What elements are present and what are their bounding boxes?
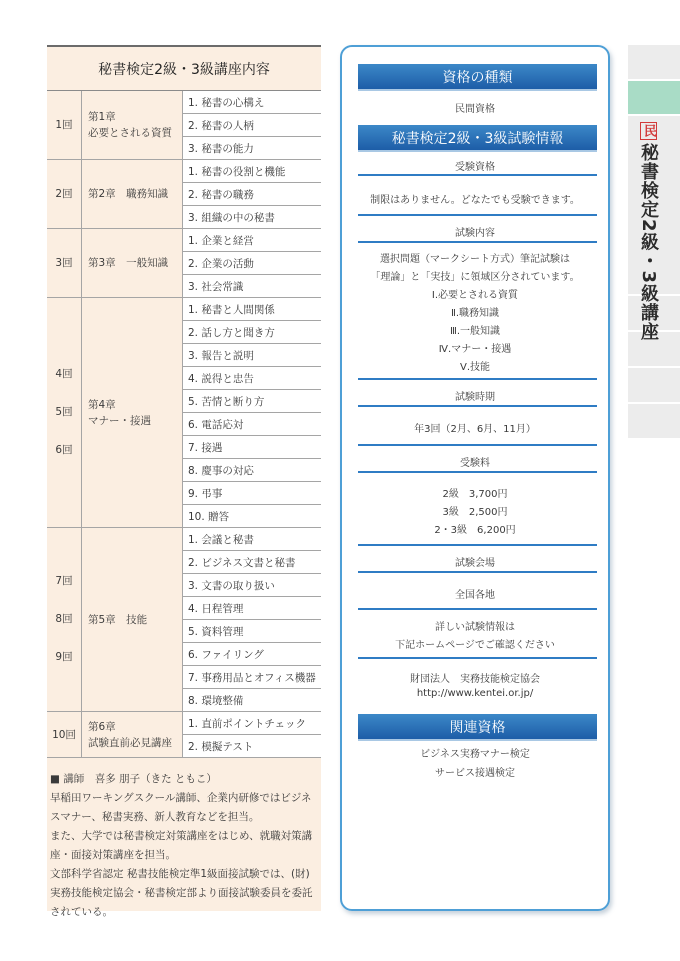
- topic-cell: 3. 秘書の能力: [183, 137, 322, 160]
- session-number: 2回: [47, 160, 82, 229]
- divider: [358, 214, 597, 216]
- topic-cell: 1. 企業と経営: [183, 229, 322, 252]
- divider: [358, 378, 597, 380]
- topic-cell: 1. 秘書の役割と機能: [183, 160, 322, 183]
- session-number: 3回: [47, 229, 82, 298]
- period-value: 年3回（2月、6月、11月）: [414, 424, 536, 435]
- qual-type-heading: 資格の種類: [358, 64, 597, 91]
- detail-line: 詳しい試験情報は: [435, 622, 515, 633]
- topic-cell: 5. 資料管理: [183, 620, 322, 643]
- session-number: 1回: [47, 91, 82, 160]
- content-line: Ⅱ.職務知識: [450, 308, 500, 319]
- divider: [358, 544, 597, 546]
- fee-grade: 2・3級: [434, 525, 468, 536]
- divider: [358, 571, 597, 573]
- index-tab[interactable]: [628, 45, 680, 81]
- content-line: Ⅳ.マナー・接遇: [438, 344, 512, 355]
- topic-cell: 1. 直前ポイントチェック: [183, 712, 322, 735]
- chapter-line: 試験直前必見講座: [88, 736, 172, 749]
- divider: [358, 471, 597, 473]
- fee-row: [342, 503, 608, 518]
- chapter-line: 第4章: [88, 398, 116, 411]
- topic-cell: 10. 贈答: [183, 505, 322, 528]
- topic-cell: 2. 話し方と聞き方: [183, 321, 322, 344]
- eligibility-label: 受験資格: [455, 162, 495, 173]
- divider: [358, 241, 597, 243]
- chapter-title: [82, 91, 183, 160]
- org-name: 財団法人 実務技能検定協会: [410, 674, 540, 685]
- bio-line: 文部科学省認定 秘書技能検定準1級面接試験では、(財): [50, 868, 310, 880]
- topic-cell: 1. 秘書と人間関係: [183, 298, 322, 321]
- index-tab-active[interactable]: [628, 81, 680, 116]
- chapter-line: 第6章: [88, 720, 116, 733]
- topic-cell: 2. 企業の活動: [183, 252, 322, 275]
- topic-cell: 5. 苦情と断り方: [183, 390, 322, 413]
- content-line: Ⅴ.技能: [459, 362, 491, 373]
- chapter-line: 第1章: [88, 111, 116, 123]
- topic-cell: 2. ビジネス文書と秘書: [183, 551, 322, 574]
- topic-cell: 7. 事務用品とオフィス機器: [183, 666, 322, 689]
- qual-type-value: 民間資格: [455, 104, 495, 115]
- topic-cell: 8. 慶事の対応: [183, 459, 322, 482]
- content-line: 選択問題（マークシート方式）筆記試験は: [380, 254, 570, 265]
- fee-label: 受験料: [460, 458, 490, 469]
- topic-cell: 4. 日程管理: [183, 597, 322, 620]
- bio-line: また、大学では秘書検定対策講座をはじめ、就職対策講: [50, 830, 313, 842]
- fee-grade: 3級: [442, 507, 459, 518]
- content-line: 「理論」と「実技」に領域区分されています。: [370, 272, 580, 283]
- chapter-title: [82, 712, 183, 758]
- related-item: サービス接遇検定: [435, 768, 515, 779]
- topic-cell: 9. 弔事: [183, 482, 322, 505]
- org-url[interactable]: http://www.kentei.or.jp/: [416, 688, 534, 699]
- fee-row: [342, 521, 608, 536]
- bio-line: 早稲田ワーキングスクール講師、企業内研修ではビジネ: [50, 792, 312, 804]
- private-qual-mark: 民: [641, 124, 656, 138]
- chapter-title: [82, 229, 183, 298]
- chapter-title: [82, 528, 183, 712]
- topic-cell: 3. 文書の取り扱い: [183, 574, 322, 597]
- chapter-line: 第3章 一般知識: [88, 257, 169, 269]
- related-heading: 関連資格: [358, 714, 597, 741]
- venue-label: 試験会場: [455, 558, 495, 569]
- syllabus-table: [47, 91, 321, 758]
- content-line: Ⅲ.一般知識: [449, 326, 501, 337]
- venue-value: 全国各地: [455, 590, 495, 601]
- syllabus-panel: [47, 45, 321, 918]
- fee-price: 6,200円: [477, 525, 516, 536]
- side-tab-text: 秘書検定2級・3級講座: [638, 143, 659, 342]
- syllabus-row: [47, 91, 321, 114]
- topic-cell: 8. 環境整備: [183, 689, 322, 712]
- divider: [358, 608, 597, 610]
- content-line: Ⅰ.必要とされる資質: [431, 290, 519, 301]
- session-number: 7回 8回 9回: [47, 528, 82, 712]
- bio-line: されている。: [50, 906, 113, 918]
- instructor-heading: ■ 講師 喜多 朋子（きた ともこ）: [50, 773, 217, 785]
- syllabus-row: [47, 298, 321, 321]
- detail-line: 下記ホームページでご確認ください: [395, 640, 555, 651]
- instructor-bio: [47, 758, 321, 922]
- session-number: 10回: [47, 712, 82, 758]
- topic-cell: 4. 説得と忠告: [183, 367, 322, 390]
- fee-grade: 2級: [442, 489, 459, 500]
- chapter-line: マナー・接遇: [88, 414, 151, 427]
- session-number: 4回 5回 6回: [47, 298, 82, 528]
- syllabus-row: [47, 712, 321, 735]
- topic-cell: 7. 接遇: [183, 436, 322, 459]
- topic-cell: 6. ファイリング: [183, 643, 322, 666]
- divider: [358, 444, 597, 446]
- topic-cell: 1. 会議と秘書: [183, 528, 322, 551]
- related-item: ビジネス実務マナー検定: [420, 749, 530, 760]
- index-tab[interactable]: [628, 368, 680, 404]
- chapter-title: [82, 160, 183, 229]
- syllabus-title: 秘書検定2級・3級講座内容: [47, 45, 321, 91]
- divider: [358, 174, 597, 176]
- chapter-line: 必要とされる資質: [88, 127, 172, 139]
- index-tab[interactable]: [628, 404, 680, 440]
- chapter-line: 第2章 職務知識: [88, 188, 169, 200]
- topic-cell: 3. 社会常識: [183, 275, 322, 298]
- bio-line: 実務技能検定協会・秘書検定部より面接試験委員を委託: [50, 887, 313, 899]
- side-tab-label: [639, 122, 661, 341]
- exam-info-panel: [340, 45, 610, 911]
- fee-price: 2,500円: [468, 507, 508, 518]
- chapter-title: [82, 298, 183, 528]
- topic-cell: 1. 秘書の心構え: [183, 91, 322, 114]
- topic-cell: 2. 模擬テスト: [183, 735, 322, 758]
- topic-cell: 3. 報告と説明: [183, 344, 322, 367]
- topic-cell: 2. 秘書の職務: [183, 183, 322, 206]
- exam-info-heading: 秘書検定2級・3級試験情報: [358, 125, 597, 152]
- bio-line: 座・面接対策講座を担当。: [50, 849, 176, 861]
- syllabus-row: [47, 528, 321, 551]
- fee-row: [342, 485, 608, 500]
- syllabus-row: [47, 160, 321, 183]
- period-label: 試験時期: [455, 392, 495, 403]
- chapter-line: 第5章 技能: [88, 613, 148, 626]
- eligibility-value: 制限はありません。どなたでも受験できます。: [370, 195, 580, 206]
- syllabus-row: [47, 229, 321, 252]
- topic-cell: 3. 組織の中の秘書: [183, 206, 322, 229]
- topic-cell: 6. 電話応対: [183, 413, 322, 436]
- divider: [358, 405, 597, 407]
- bio-line: スマナー、秘書実務、新人教育などを担当。: [50, 811, 260, 823]
- content-label: 試験内容: [455, 228, 495, 239]
- divider: [358, 657, 597, 659]
- topic-cell: 2. 秘書の人柄: [183, 114, 322, 137]
- fee-price: 3,700円: [468, 489, 508, 500]
